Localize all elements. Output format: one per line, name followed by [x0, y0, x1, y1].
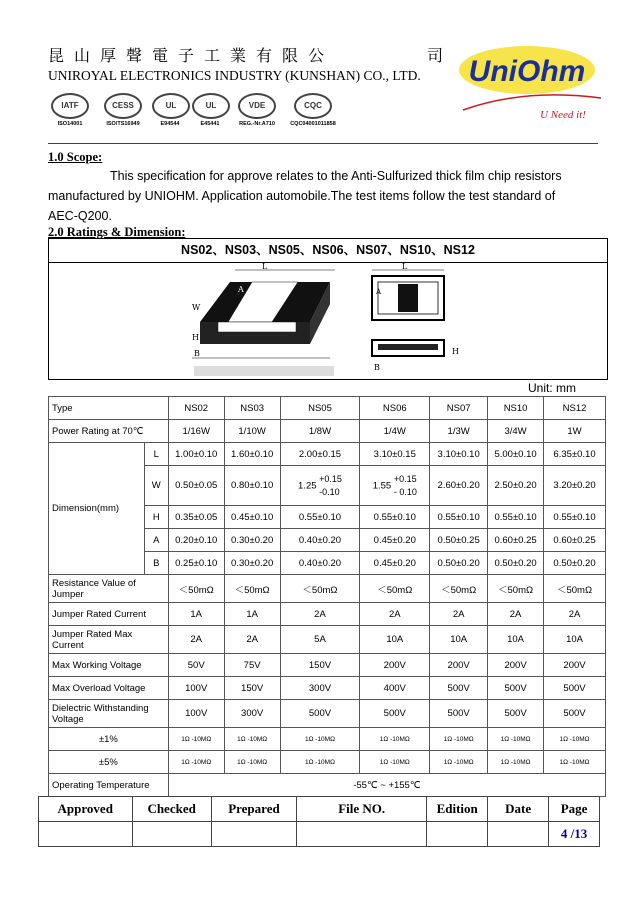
- table-cell: 1/16W: [168, 420, 224, 443]
- col-ns02: NS02: [168, 397, 224, 420]
- table-cell: 500V: [544, 700, 606, 728]
- table-cell: 2.00±0.15: [280, 443, 360, 466]
- table-cell: 2A: [224, 626, 280, 654]
- tol-minus: -0.10: [319, 486, 340, 497]
- table-cell: 10A: [430, 626, 488, 654]
- unit-label: Unit: mm: [528, 381, 576, 395]
- certification-badge-icon: IATF: [51, 93, 89, 119]
- checked-header: Checked: [132, 797, 211, 822]
- table-cell: 2.60±0.20: [430, 466, 488, 506]
- table-cell: 0.40±0.20: [280, 552, 360, 575]
- table-cell: 500V: [280, 700, 360, 728]
- row-label: Resistance Value of Jumper: [49, 575, 169, 603]
- approval-value-row: [39, 822, 600, 847]
- col-ns06: NS06: [360, 397, 430, 420]
- table-cell: 1Ω -10MΩ: [544, 728, 606, 751]
- table-cell: 150V: [280, 654, 360, 677]
- table-cell: 2A: [280, 603, 360, 626]
- table-cell: 3.10±0.10: [430, 443, 488, 466]
- dimension-label: Dimension(mm): [49, 443, 145, 575]
- table-cell: 100V: [168, 700, 224, 728]
- table-cell: 3/4W: [488, 420, 544, 443]
- table-cell: 0.30±0.20: [224, 552, 280, 575]
- resistor-top-side-drawing: [360, 262, 470, 376]
- checked-value: [132, 822, 211, 847]
- table-cell: 0.45±0.20: [360, 552, 430, 575]
- table-row-dim-L: [49, 443, 606, 466]
- approval-header-row: [39, 797, 600, 822]
- label-A: A: [238, 285, 244, 294]
- row-label: Dielectric Withstanding Voltage: [49, 700, 169, 728]
- resistor-perspective-drawing: [190, 262, 340, 380]
- table-row-type: [49, 397, 606, 420]
- label-L-top: L: [402, 262, 408, 271]
- label-H-side: H: [452, 347, 459, 356]
- table-cell: 1Ω -10MΩ: [168, 728, 224, 751]
- table-row-tolerance-1: [49, 728, 606, 751]
- row-label: Operating Temperature: [49, 774, 169, 797]
- table-cell: 0.55±0.10: [544, 506, 606, 529]
- edition-value: [427, 822, 488, 847]
- tol-plus: +0.15: [319, 473, 342, 484]
- tol-minus: - 0.10: [393, 486, 417, 497]
- table-cell: 2A: [168, 626, 224, 654]
- row-label: Power Rating at 70℃: [49, 420, 169, 443]
- dim-symbol: W: [144, 466, 168, 506]
- cert-ul-2: [192, 93, 228, 127]
- type-header: Type: [49, 397, 169, 420]
- table-cell: 0.60±0.25: [544, 529, 606, 552]
- table-cell: 10A: [544, 626, 606, 654]
- date-value: [488, 822, 549, 847]
- table-cell: 3.20±0.20: [544, 466, 606, 506]
- table-cell: 200V: [430, 654, 488, 677]
- table-cell: 1Ω -10MΩ: [488, 728, 544, 751]
- table-cell: 500V: [430, 677, 488, 700]
- table-cell: 1A: [168, 603, 224, 626]
- table-cell: 1A: [224, 603, 280, 626]
- scope-body: [48, 166, 578, 226]
- table-cell: 200V: [360, 654, 430, 677]
- cert-cqc: [288, 93, 338, 127]
- table-cell: 0.55±0.10: [430, 506, 488, 529]
- ul-logo-icon: UL: [152, 93, 190, 119]
- row-label: Max Working Voltage: [49, 654, 169, 677]
- table-cell: 0.50±0.25: [430, 529, 488, 552]
- col-ns10: NS10: [488, 397, 544, 420]
- tol-base: 1.55: [372, 480, 392, 492]
- company-name-chinese: 昆山厚聲電子工業有限公: [48, 46, 335, 65]
- table-cell: ＜50mΩ: [224, 575, 280, 603]
- company-name-chinese-last: 司: [427, 46, 444, 65]
- table-cell: 5.00±0.10: [488, 443, 544, 466]
- table-cell: 150V: [224, 677, 280, 700]
- ratings-heading: 2.0 Ratings & Dimension:: [48, 225, 186, 239]
- table-cell: 1Ω -10MΩ: [224, 728, 280, 751]
- table-cell: 500V: [360, 700, 430, 728]
- label-A-top: A: [376, 288, 382, 296]
- vde-logo-icon: VDE: [238, 93, 276, 119]
- cert-caption: CQC04001011858: [290, 121, 336, 127]
- table-cell: 0.25±0.10: [168, 552, 224, 575]
- cert-caption: ISO14001: [57, 121, 83, 127]
- cert-caption: E45441: [200, 121, 220, 127]
- table-row-max-working-voltage: [49, 654, 606, 677]
- approved-value: [39, 822, 133, 847]
- table-cell-asym-tolerance: [280, 466, 360, 506]
- table-cell: 500V: [544, 677, 606, 700]
- col-ns03: NS03: [224, 397, 280, 420]
- table-cell: 2.50±0.20: [488, 466, 544, 506]
- prepared-header: Prepared: [211, 797, 296, 822]
- dim-symbol: H: [144, 506, 168, 529]
- table-cell: ＜50mΩ: [360, 575, 430, 603]
- table-row-jumper-current: [49, 603, 606, 626]
- uniohm-logo: [455, 40, 605, 125]
- cert-iso-ts16949: [96, 93, 150, 127]
- edition-header: Edition: [427, 797, 488, 822]
- ul-logo-icon: UL: [192, 93, 230, 119]
- table-row-jumper-max-current: [49, 626, 606, 654]
- table-cell: 50V: [168, 654, 224, 677]
- scope-text: This specification for approve relates to the Anti-Sulfurized thick film chip resistors manufactured by UNIOHM. Application automobile.The test items follow the test standard of AEC-Q200.: [48, 169, 562, 223]
- cqc-logo-icon: CQC: [294, 93, 332, 119]
- table-cell: 6.35±0.10: [544, 443, 606, 466]
- table-cell: ＜50mΩ: [488, 575, 544, 603]
- label-B: B: [194, 349, 200, 358]
- table-cell: 0.35±0.05: [168, 506, 224, 529]
- table-cell: ＜50mΩ: [544, 575, 606, 603]
- table-cell: 0.40±0.20: [280, 529, 360, 552]
- label-W: W: [192, 303, 201, 312]
- table-cell: 1Ω -10MΩ: [280, 728, 360, 751]
- table-row-tolerance-5: [49, 751, 606, 774]
- table-cell: 500V: [488, 700, 544, 728]
- table-cell: 300V: [280, 677, 360, 700]
- table-cell: 2A: [544, 603, 606, 626]
- table-cell: 10A: [488, 626, 544, 654]
- figure-title: NS02、NS03、NS05、NS06、NS07、NS10、NS12: [181, 243, 475, 257]
- table-cell: 0.55±0.10: [360, 506, 430, 529]
- table-cell: 0.50±0.05: [168, 466, 224, 506]
- table-cell: 1/3W: [430, 420, 488, 443]
- table-cell: 1Ω -10MΩ: [430, 728, 488, 751]
- file-no-header: File NO.: [297, 797, 427, 822]
- col-ns05: NS05: [280, 397, 360, 420]
- logo-slogan: U Need it!: [540, 109, 586, 121]
- approval-table: [38, 796, 600, 847]
- scope-heading: 1.0 Scope:: [48, 150, 103, 164]
- file-no-value: [297, 822, 427, 847]
- table-cell: 1Ω -10MΩ: [280, 751, 360, 774]
- cert-caption: REG.-Nr.A710: [239, 121, 275, 127]
- table-cell: -55℃ ~ +155℃: [168, 774, 605, 797]
- prepared-value: [211, 822, 296, 847]
- approved-header: Approved: [39, 797, 133, 822]
- table-cell: 2A: [430, 603, 488, 626]
- table-cell: 3.10±0.15: [360, 443, 430, 466]
- table-cell: 1Ω -10MΩ: [488, 751, 544, 774]
- cert-caption: ISO/TS16949: [106, 121, 140, 127]
- table-cell: 0.30±0.20: [224, 529, 280, 552]
- ratings-table: [48, 396, 606, 797]
- table-cell: 0.50±0.20: [430, 552, 488, 575]
- table-cell: 0.20±0.10: [168, 529, 224, 552]
- table-cell: ＜50mΩ: [280, 575, 360, 603]
- row-label: Jumper Rated Max Current: [49, 626, 169, 654]
- dim-symbol: B: [144, 552, 168, 575]
- table-row-operating-temperature: [49, 774, 606, 797]
- table-cell: 1/4W: [360, 420, 430, 443]
- logo-wordmark: UniOhm: [468, 55, 586, 88]
- date-header: Date: [488, 797, 549, 822]
- table-cell: 2A: [360, 603, 430, 626]
- table-cell: 200V: [488, 654, 544, 677]
- table-cell: 0.50±0.20: [544, 552, 606, 575]
- table-cell: 0.45±0.10: [224, 506, 280, 529]
- dim-symbol: L: [144, 443, 168, 466]
- table-cell: 1/10W: [224, 420, 280, 443]
- table-cell: 1W: [544, 420, 606, 443]
- table-cell: 1Ω -10MΩ: [168, 751, 224, 774]
- table-cell: 300V: [224, 700, 280, 728]
- table-cell: 75V: [224, 654, 280, 677]
- table-cell: 0.50±0.20: [488, 552, 544, 575]
- table-cell-asym-tolerance: [360, 466, 430, 506]
- table-cell: 0.45±0.20: [360, 529, 430, 552]
- table-cell: 0.80±0.10: [224, 466, 280, 506]
- label-L: L: [262, 262, 268, 271]
- table-cell: 1Ω -10MΩ: [430, 751, 488, 774]
- page-header: Page: [549, 797, 600, 822]
- table-cell: 1Ω -10MΩ: [224, 751, 280, 774]
- table-cell: 200V: [544, 654, 606, 677]
- tol-plus: +0.15: [393, 473, 417, 484]
- table-cell: ＜50mΩ: [430, 575, 488, 603]
- table-cell: 1/8W: [280, 420, 360, 443]
- col-ns12: NS12: [544, 397, 606, 420]
- cert-iso14001: [48, 93, 92, 127]
- table-cell: 1Ω -10MΩ: [360, 728, 430, 751]
- table-cell: 500V: [488, 677, 544, 700]
- row-label: ±1%: [49, 728, 169, 751]
- cert-ul-1: [152, 93, 188, 127]
- table-cell: 1Ω -10MΩ: [360, 751, 430, 774]
- row-label: Max Overload Voltage: [49, 677, 169, 700]
- table-cell: 100V: [168, 677, 224, 700]
- col-ns07: NS07: [430, 397, 488, 420]
- table-cell: 1.60±0.10: [224, 443, 280, 466]
- company-name-english: UNIROYAL ELECTRONICS INDUSTRY (KUNSHAN) CO., LTD.: [48, 68, 421, 83]
- table-row-max-overload-voltage: [49, 677, 606, 700]
- table-cell: 1Ω -10MΩ: [544, 751, 606, 774]
- table-row-power: [49, 420, 606, 443]
- cert-vde: [234, 93, 280, 127]
- table-cell: 5A: [280, 626, 360, 654]
- label-H: H: [192, 333, 199, 342]
- table-cell: 2A: [488, 603, 544, 626]
- row-label: ±5%: [49, 751, 169, 774]
- table-cell: 400V: [360, 677, 430, 700]
- table-cell: 0.55±0.10: [488, 506, 544, 529]
- cert-caption: E94544: [160, 121, 180, 127]
- row-label: Jumper Rated Current: [49, 603, 169, 626]
- table-cell: 500V: [430, 700, 488, 728]
- table-row-dielectric-voltage: [49, 700, 606, 728]
- tol-base: 1.25: [298, 480, 317, 492]
- certification-badge-icon: CESS: [104, 93, 142, 119]
- page-number: 4 /13: [549, 822, 600, 847]
- table-cell: 1.00±0.10: [168, 443, 224, 466]
- label-B-side: B: [374, 363, 380, 372]
- table-cell: ＜50mΩ: [168, 575, 224, 603]
- table-cell: 10A: [360, 626, 430, 654]
- dim-symbol: A: [144, 529, 168, 552]
- table-row-jumper-resistance: [49, 575, 606, 603]
- table-cell: 0.60±0.25: [488, 529, 544, 552]
- header-divider: [48, 143, 598, 144]
- table-cell: 0.55±0.10: [280, 506, 360, 529]
